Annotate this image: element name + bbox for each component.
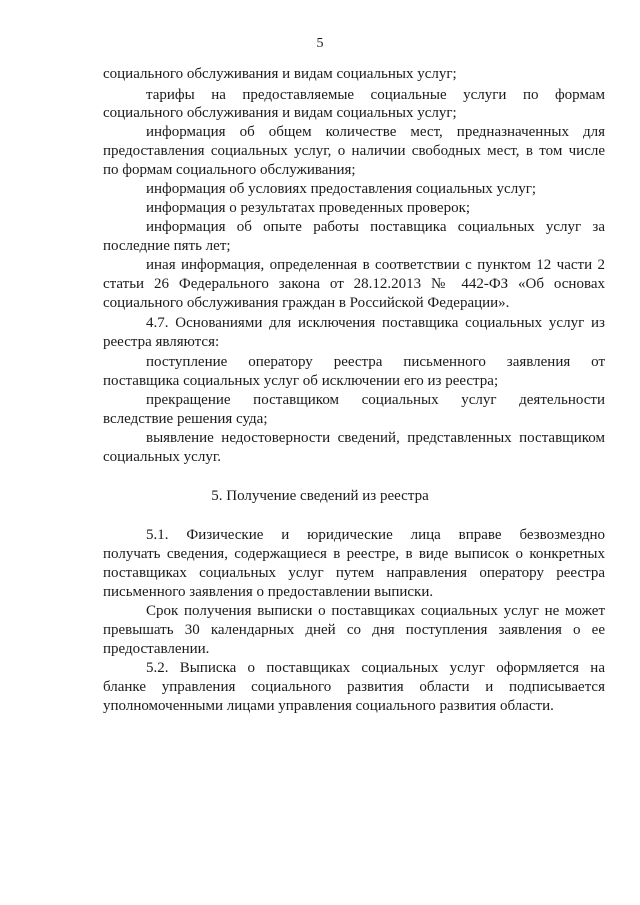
text-line: бланке управления социального развития области и подписывается [103,679,605,695]
text-line: уполномоченными лицами управления социального развития области. [103,698,554,714]
text-line: превышать 30 календарных дней со дня поступления заявления о ее [103,622,605,638]
text-line: 4.7. Основаниями для исключения поставщика социальных услуг из [146,315,605,331]
text-line: иная информация, определенная в соответствии с пунктом 12 части 2 [146,257,605,273]
text-line: Срок получения выписки о поставщиках социальных услуг не может [146,603,605,619]
text-line: информация об условиях предоставления социальных услуг; [146,181,537,197]
text-line: социального обслуживания и видам социальных услуг; [103,105,457,121]
text-line: информация о результатах проведенных проверок; [146,200,471,216]
text-line: прекращение поставщиком социальных услуг деятельности [146,392,605,408]
text-line: последние пять лет; [103,238,231,254]
text-line: информация об опыте работы поставщика социальных услуг за [146,219,605,235]
text-line: вследствие решения суда; [103,411,268,427]
text-line: поступление оператору реестра письменного заявления от [146,354,605,370]
text-line: предоставлении. [103,641,210,657]
text-line: 5.2. Выписка о поставщиках социальных услуг оформляется на [146,660,605,676]
text-line: статьи 26 Федерального закона от 28.12.2013 № 442-ФЗ «Об основах [103,276,605,292]
text-line: реестра являются: [103,334,220,350]
text-line: письменного заявления о предоставлении выписки. [103,584,434,600]
text-line: социальных услуг. [103,449,222,465]
text-line: социального обслуживания и видам социальных услуг; [103,66,457,82]
text-line: получать сведения, содержащиеся в реестре, в виде выписок о конкретных [103,546,605,562]
text-line: по формам социального обслуживания; [103,162,356,178]
text-line: информация об общем количестве мест, предназначенных для [146,124,605,140]
text-line: социального обслуживания граждан в Российской Федерации». [103,295,510,311]
section-heading: 5. Получение сведений из реестра [211,488,429,504]
text-line: 5.1. Физические и юридические лица вправе безвозмездно [146,527,605,543]
text-line: поставщика социальных услуг об исключении его из реестра; [103,373,499,389]
text-line: предоставления социальных услуг, о наличии свободных мест, в том числе [103,143,605,159]
text-line: выявление недостоверности сведений, представленных поставщиком [146,430,605,446]
text-line: тарифы на предоставляемые социальные услуги по формам [146,87,605,103]
page-number: 5 [316,36,324,51]
text-line: поставщиках социальных услуг путем направления оператору реестра [103,565,605,581]
